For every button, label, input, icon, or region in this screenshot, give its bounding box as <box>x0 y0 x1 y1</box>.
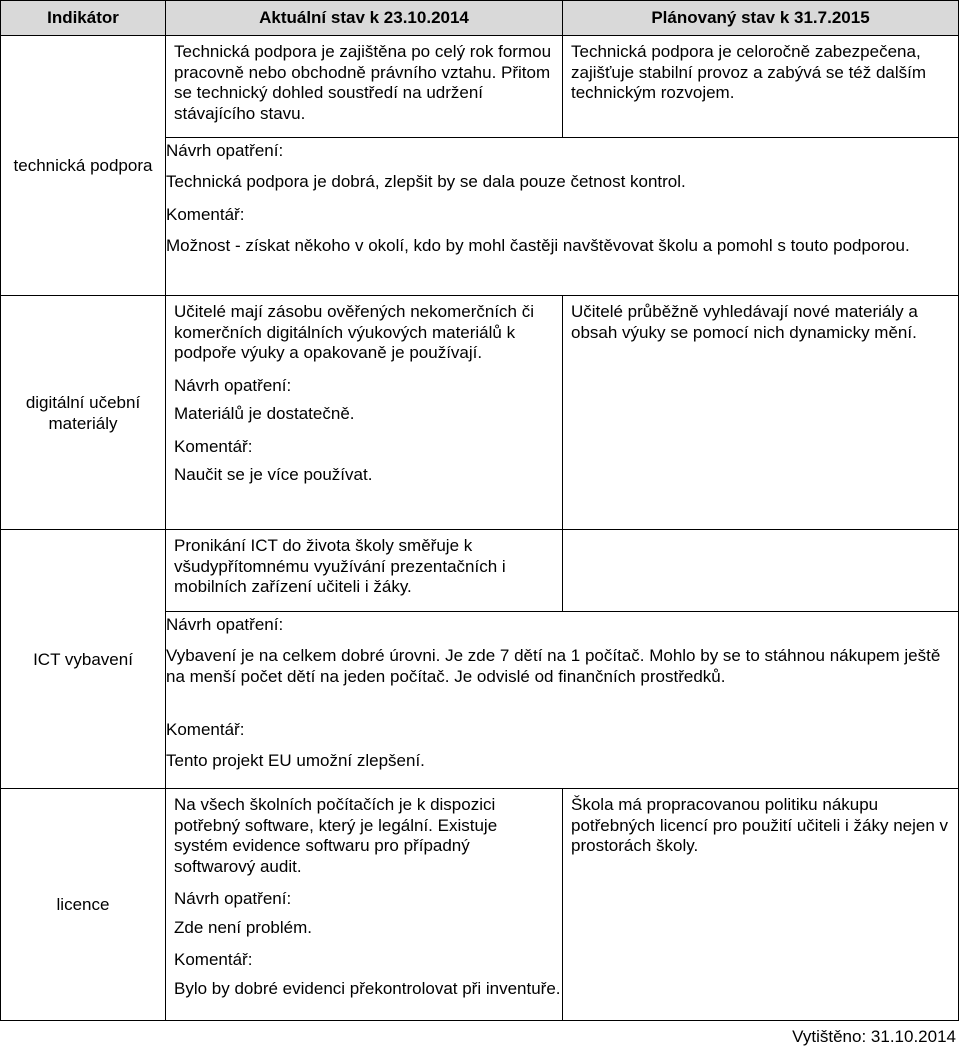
comment-label: Komentář: <box>174 436 253 456</box>
planned-state-cell <box>563 530 959 612</box>
measure-comment-cell <box>166 138 959 296</box>
current-state-cell: Pronikání ICT do života školy směřuje k všudypřítomnému využívání prezentačních i mobilních zařízení učiteli i žáky. <box>166 530 563 612</box>
indicator-cell: technická podpora <box>1 36 166 296</box>
measure-text: Vybavení je na celkem dobré úrovni. Je zde 7 dětí na 1 počítač. Mohlo by se to stáhnou nákupem ještě na menší počet dětí na jeden počítač. Je odvislé od finančních prostředků. <box>166 646 941 686</box>
comment-label: Komentář: <box>166 720 245 739</box>
header-planned: Plánovaný stav k 31.7.2015 <box>563 1 959 36</box>
current-state-cell: Technická podpora je zajištěna po celý rok formou pracovně nebo obchodně právního vztahu. Přitom se technický dohled soustředí na udržení stávajícího stavu. <box>166 36 563 138</box>
table-row <box>1 296 959 530</box>
table-row <box>1 36 959 138</box>
header-current: Aktuální stav k 23.10.2014 <box>166 1 563 36</box>
measure-text: Materiálů je dostatečně. <box>174 404 355 423</box>
measure-comment-cell <box>166 612 959 789</box>
indicator-cell: licence <box>1 789 166 1021</box>
measure-label: Návrh opatření: <box>174 375 292 395</box>
header-indicator: Indikátor <box>1 1 166 36</box>
print-date: Vytištěno: 31.10.2014 <box>792 1027 956 1046</box>
measure-label: Návrh opatření: <box>166 141 284 160</box>
comment-text: Naučit se je více používat. <box>174 465 373 484</box>
table-row <box>1 530 959 612</box>
header-row <box>1 1 959 36</box>
measure-label: Návrh opatření: <box>174 889 292 908</box>
comment-label: Komentář: <box>166 205 245 224</box>
comment-label: Komentář: <box>174 950 253 969</box>
comment-text: Tento projekt EU umožní zlepšení. <box>166 751 425 770</box>
current-text: Na všech školních počítačích je k dispozici potřebný software, který je legální. Existuje systém evidence softwaru pro případný softwarový audit. <box>174 795 498 876</box>
table-row <box>1 789 959 1021</box>
current-state-cell <box>166 296 563 530</box>
measure-text: Zde není problém. <box>174 917 312 937</box>
comment-text: Možnost - získat někoho v okolí, kdo by mohl častěji navštěvovat školu a pomohl s touto podporou. <box>166 236 910 255</box>
current-state-cell <box>166 789 563 1021</box>
planned-state-cell: Učitelé průběžně vyhledávají nové materiály a obsah výuky se pomocí nich dynamicky mění. <box>563 296 959 530</box>
planned-state-cell: Technická podpora je celoročně zabezpečena, zajišťuje stabilní provoz a zabývá se též dalším technickým rozvojem. <box>563 36 959 138</box>
measure-label: Návrh opatření: <box>166 615 284 634</box>
indicator-cell: ICT vybavení <box>1 530 166 789</box>
planned-state-cell: Škola má propracovanou politiku nákupu potřebných licencí pro použití učiteli i žáky nejen v prostorách školy. <box>563 789 959 1021</box>
current-text: Učitelé mají zásobu ověřených nekomerčních či komerčních digitálních výukových materiálů k podpoře výuky a opakovaně je používají. <box>174 302 534 362</box>
comment-text: Bylo by dobré evidenci překontrolovat při inventuře. <box>174 978 561 998</box>
indicator-cell: digitální učební materiály <box>1 296 166 530</box>
measure-text: Technická podpora je dobrá, zlepšit by se dala pouze četnost kontrol. <box>166 172 686 191</box>
